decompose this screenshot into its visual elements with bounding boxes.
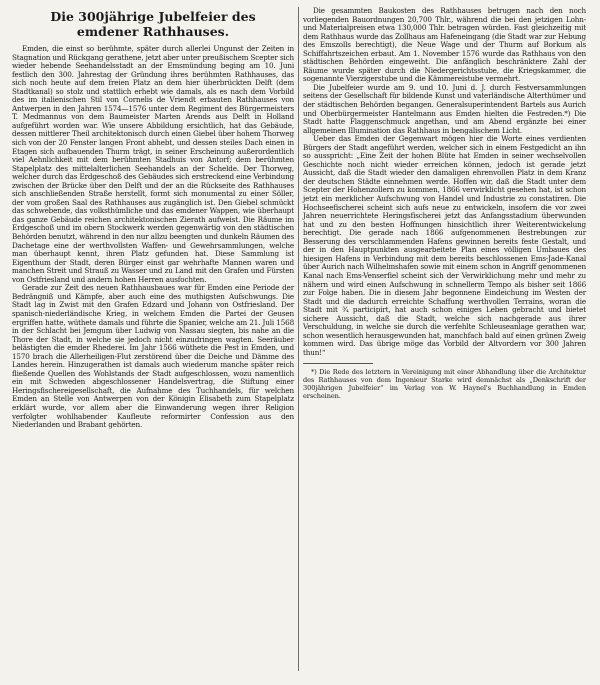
body-paragraph: Gerade zur Zeit des neuen Rathhausbaues war für Emden eine Periode der Bedrängniß und Kämpfe, aber auch eine des muthigsten Aufschwungs. Die Stadt lag in Zwist mit den Grafen Edzard und Johann von Ostfriesland. Der spanisch-niederländische Krieg, in welchem Emden die Partei der Geusen ergriffen hatte, wüthete damals und führte die Spanier, welche am 21. Juli 1568 in der Schlacht bei Jemgum über Ludwig von Nassau siegten, bis nahe an die Thore der Stadt, in welche sie jedoch nicht einzudringen wagten. Seeräuber belästigten die emder Rhederei. Im Jahr 1566 wüthete die Pest in Emden, und 1570 brach die Allerheiligen-Flut zerstörend über die Deiche und Dämme des Landes herein. Hinzugerathen ist damals auch wiederum manche später reich fließende Quellen des Wohlstands der Stadt aufgeschlossen, wozu namentlich ein mit Schweden abgeschlossener Handelsvertrag, die Stiftung einer Heringsfischereigesellschaft, die Aufnahme des Tuchhandels, für welchen Emden an Stelle von Antwerpen von der Königin Elisabeth zum Stapelplatz erklärt wurde, vor allem aber die Einwanderung wegen ihrer Religion verfolgter wohlhabender Kaufleute reformirter Confession aus den Niederlanden und Brabant gehörten.	[12, 283, 294, 430]
footnote: *) Die Rede des letztern in Vereinigung mit einer Abhandlung über die Architektur des Rathhauses von dem Ingenieur Starke wird demnächst als „Denkschrift der 300jährigen Jubelfeier“ im Verlag von W. Haynel's Buchhandlung in Emden erscheinen.	[303, 368, 586, 401]
left-column	[8, 7, 299, 671]
body-paragraph: Emden, die einst so berühmte, später durch allerlei Ungunst der Zeiten in Stagnation und Rückgang gerathene, jetzt aber unter preußischem Scepter sich wieder hebende Seehandelsstadt an der Emsmündung beging am 10. Juni festlich den 300. Jahrestag der Gründung ihres berühmten Rathhauses, das sich noch heute auf dem freien Platz an dem hier überbrückten Delft (dem Stadtkanal) so stolz und stattlich erhebt wie damals, als es nach dem Vorbild des im italienischen Stil von Cornelis de Vriendt erbauten Rathhauses von Antwerpen in den Jahren 1574—1576 unter dem Regiment des Bürgermeisters T. Medmannus von dem Baumeister Marten Arends aus Delft in Holland aufgeführt worden war. Wie unsere Abbildung ersichtlich, hat das Gebäude, dessen mittlerer Theil architektonisch durch einen Giebel über hohem Thorweg sich von der 20 Fenster langen Front abhebt, und dessen steiles Dach einen in Etagen sich aufbauenden Thurm trägt, in seiner Erscheinung außerordentlich viel Aehnlichkeit mit dem berühmten Stadhuis von Antorf; dem berühmten Stapelplatz des mittelalterlichen Seehandels an der Schelde. Der Thorweg, welcher durch das Erdgeschoß des Gebäudes sich erstreckend eine Verbindung zwischen der Brücke über den Delft und der an die Rückseite des Rathhauses sich anschließenden Straße herstellt, formt sich monumental zu einer Söller, der vom großen Saal des Rathhauses aus zugänglich ist. Den Giebel schmückt das schwebende, das volksthümliche und das emdener Wappen, wie überhaupt das ganze Gebäude reichen architektonischen Zierath aufweist. Die Räume im Erdgeschoß und im obern Stockwerk werden gegenwärtig von den städtischen Behörden benutzt, während in den nur allzu beengten und dunkeln Räumen des Dachetage eine der werthvollsten Waffen- und Gewehrsammlungen, welche man überhaupt kennt, ihren Platz gefunden hat. Diese Sammlung ist Eigenthum der Stadt, deren Bürger einst gar wehrhafte Mannen waren und manchen Streit und Strauß zu Wasser und zu Land mit den Grafen und Fürsten von Ostfriesland und andern hohen Herren ausfochten.	[12, 44, 294, 284]
body-paragraph: Ueber das Emden der Gegenwart mögen hier die Worte eines verdienten Bürgers der Stadt angeführt werden, welcher sich in einem Festgedicht an ihn so ausspricht: „Eine Zeit der hohen Blüte hat Emden in seiner wechselvollen Geschichte noch nicht wieder erreichen können, jedoch ist gerade jetzt Aussicht, daß die Stadt wieder den damaligen ehrenvollen Platz in dem Kranz der deutschen Städte einnehmen werde. Hoffen wir, daß die Stadt unter dem Scepter der Hohenzollern zu kommen, 1866 verwirklicht gesehen hat, ist schon jetzt ein merklicher Aufschwung von Handel und Industrie zu constatiren. Die Hochseefischerei scheint sich aufs neue zu entwickeln, insofern die vor zwei Jahren neuerrichtete Heringsfischerei jetzt das Anfangsstadium überwunden hat und zu den besten Hoffnungen hinsichtlich ihrer Weiterentwickelung berechtigt. Die gerade nach 1866 aufgenommenen Bestrebungen zur Besserung des verschlammenden Hafens gewinnen bereits feste Gestalt, und der in den Hauptpunkten ausgearbeitete Plan eines völligen Umbaues des hiesigen Hafens in Verbindung mit dem bereits beschlossenen Ems-Jade-Kanal über Aurich nach Wilhelmshafen sowie mit einem schon in Angriff genommenen Kanal nach Ems-Venserfiel scheint sich der Verwirklichung mehr und mehr zu nähern und wird einen Aufschwung in schnellerm Tempo als bisher seit 1866 zur Folge haben. Die in diesem Jahr begonnene Eindeichung im Westen der Stadt und die dadurch erreichte Schaffung werthvollen Terrains, woran die Stadt mit ³⁄₄ participirt, hat auch schon einiges Leben gebracht und bietet sichere Aussicht, daß die Stadt, welche sich nachgerade aus ihrer Verschuldung, in welche sie durch die verfehlte Schleuseanlage gerathen war, schon wesentlich herausgewunden hat, manchfach bald auf einen grünen Zweig kommen wird. Das übrige möge das Vorbild der Altvordern vor 300 Jahren thun!“	[303, 134, 586, 357]
article-title: Die 300jährige Jubelfeier des emdener Rathhauses.	[50, 9, 256, 39]
newspaper-page	[8, 7, 592, 671]
footnote-divider	[303, 363, 373, 364]
right-column	[299, 7, 590, 671]
body-paragraph: Die Jubelfeier wurde am 9. und 10. Juni d. J. durch Festversammlungen seitens der Gesellschaft für bildende Kunst und vaterländische Alterthümer und der städtischen Behörden begangen. Generalsuperintendent Bartels aus Aurich und Oberbürgermeister Hantelmann aus Emden hielten die Festreden.*) Die Stadt hatte Flaggenschmuck angethan, und am Abend ergänzte bei einer allgemeinen Illumination das Rathhaus in bengalischem Licht.	[303, 82, 586, 135]
body-paragraph: Die gesammten Baukosten des Rathhauses betrugen nach den noch vorliegenden Bauordnungen 20,700 Thlr., während die bei den jetzigen Lohn- und Materialpreisen etwa 130,000 Thlr. betragen würden. Fast gleichzeitig mit dem Rathhaus wurde das Zollhaus am Hafeneingang (die Stadt war zur Hebung des Emszolls berechtigt), die Neue Wage und der Thurm auf Borkum als Schiffahrtszeichen erbaut. Am 1. November 1576 wurde das Rathhaus von den städtischen Behörden eingeweiht. Die anfänglich beschränktere Zahl der Räume wurde später durch die Niedergerichtsstube, die Kriegskammer, die sogenannte Vierzigerstube und die Kämmereistube vermehrt.	[303, 7, 586, 84]
